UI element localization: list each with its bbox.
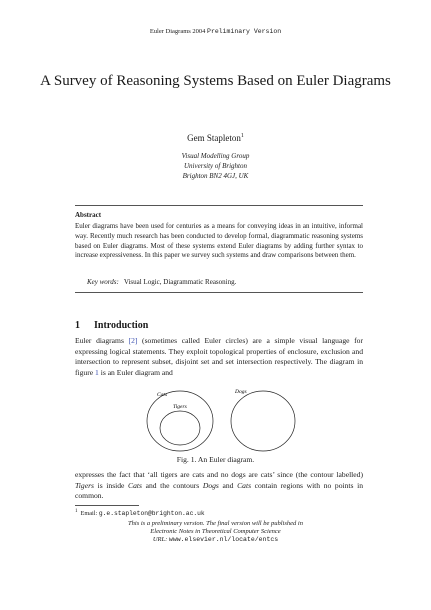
- notice-line-2: Electronic Notes in Theoretical Computer Science: [150, 528, 281, 535]
- cats-contour: [147, 391, 213, 451]
- affiliation: [0, 151, 431, 181]
- notice-line-3: [0, 536, 431, 544]
- section-number: 1: [75, 320, 80, 331]
- affiliation-address: Brighton BN2 4GJ, UK: [182, 172, 249, 180]
- cats-term: Cats: [237, 480, 252, 490]
- affiliation-group: Visual Modelling Group: [181, 152, 250, 160]
- intro-text: and: [218, 480, 238, 490]
- running-head: [0, 28, 431, 35]
- footnote: [75, 509, 205, 517]
- footnote-label: Email:: [80, 510, 98, 517]
- tigers-contour: [160, 411, 200, 445]
- author-name: Gem Stapleton: [187, 133, 241, 143]
- cats-label: Cats: [157, 392, 168, 398]
- keywords-label: Key words:: [87, 278, 119, 286]
- abstract-heading: Abstract: [75, 211, 102, 219]
- intro-text: (sometimes called Euler circles) are a simple visual language for expressing logical statements. They exploit topological properties of enclosure, exclusion and intersection to represent subset, disjoint set and set intersection respectively. The diagram in figure: [75, 336, 364, 377]
- running-head-text: Euler Diagrams 2004: [149, 28, 206, 35]
- abstract-top-rule: [75, 205, 363, 206]
- notice-url[interactable]: www.elsevier.nl/locate/entcs: [168, 536, 279, 543]
- figure-caption: Fig. 1. An Euler diagram.: [176, 455, 255, 464]
- author-footnote-mark[interactable]: 1: [240, 133, 244, 139]
- author-email[interactable]: g.e.stapleton@brighton.ac.uk: [98, 510, 205, 517]
- euler-diagram-figure: [140, 384, 300, 452]
- section-heading: [75, 320, 148, 331]
- dogs-contour: [231, 391, 295, 451]
- notice-line-1: This is a preliminary version. The final version will be published in: [128, 520, 303, 527]
- intro-text: and the contours: [141, 480, 203, 490]
- tigers-label: Tigers: [173, 404, 187, 410]
- intro-paragraph-1: [75, 336, 363, 378]
- footnote-rule: [75, 505, 139, 506]
- keywords-list: Visual Logic, Diagrammatic Reasoning.: [123, 278, 237, 286]
- intro-paragraph-2: [75, 470, 363, 502]
- abstract-bottom-rule: [75, 292, 363, 293]
- abstract-text: Euler diagrams have been used for centuries as a means for conveying ideas in an intuitive, informal way. Recently much research has been conducted to develop formal, diagrammatic reasoning systems based on Euler diagrams. Most of these systems extend Euler diagrams by adding further syntax to increase expressiveness. In this paper we survey such systems and draw comparisons between them.: [75, 222, 363, 260]
- preliminary-version-tag: Preliminary Version: [207, 28, 282, 35]
- dogs-label: Dogs: [235, 389, 247, 395]
- dogs-term: Dogs: [202, 480, 219, 490]
- figure-ref-link[interactable]: 1: [95, 367, 99, 377]
- citation-link[interactable]: [2]: [128, 336, 138, 345]
- publication-notice: [0, 520, 431, 544]
- cats-term: Cats: [128, 480, 142, 490]
- footnote-mark: 1: [75, 509, 78, 514]
- intro-text: Euler diagrams: [75, 336, 129, 345]
- section-title: Introduction: [94, 320, 149, 331]
- notice-url-label: URL:: [152, 536, 168, 543]
- intro-text: is an Euler diagram and: [98, 367, 173, 377]
- paper-title: A Survey of Reasoning Systems Based on Euler Diagrams: [40, 73, 391, 89]
- intro-text: is inside: [94, 480, 129, 490]
- intro-text: expresses the fact that ‘all tigers are cats and no dogs are cats’ since (the contour labelled): [75, 470, 363, 479]
- affiliation-university: University of Brighton: [184, 162, 247, 170]
- intro-text: contain regions with no points in common.: [75, 480, 363, 501]
- author: [0, 133, 431, 143]
- tigers-term: Tigers: [75, 480, 94, 490]
- keywords: [75, 278, 363, 286]
